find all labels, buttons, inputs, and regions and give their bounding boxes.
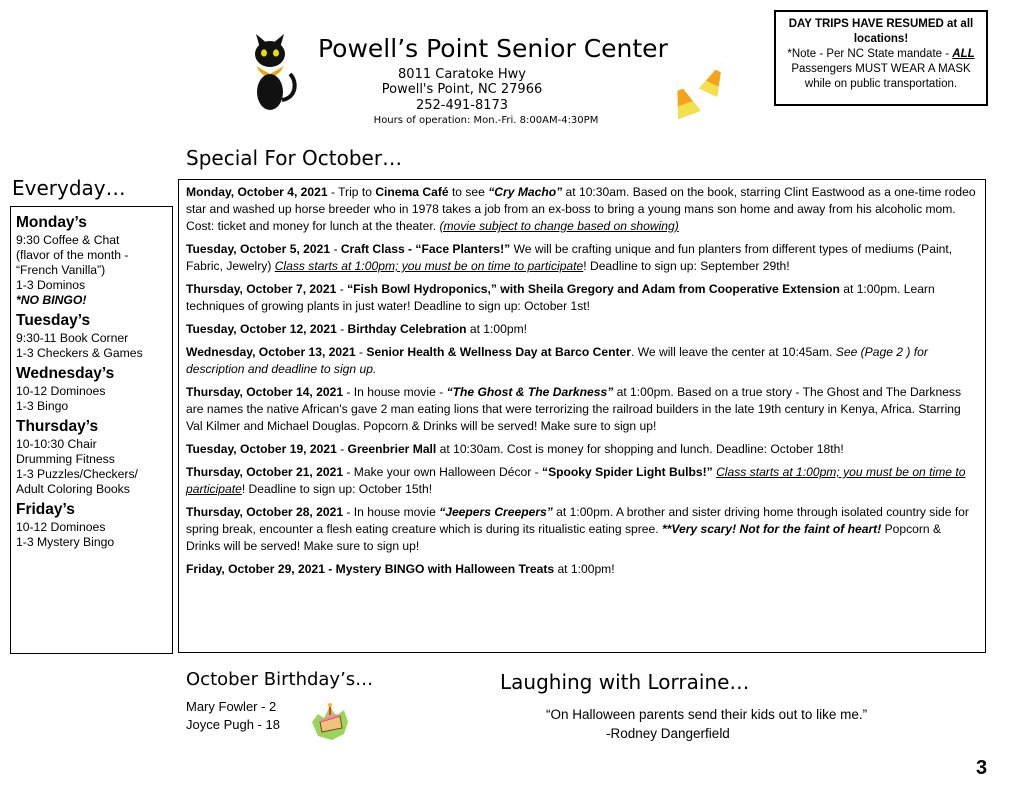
center-title: Powell’s Point Senior Center: [318, 34, 668, 63]
day-activity: 10-10:30 Chair: [16, 437, 97, 451]
birthday-entry: Joyce Pugh - 18: [186, 717, 280, 732]
event-note: (movie subject to change based on showing): [439, 219, 679, 233]
event-separator: -: [355, 345, 367, 359]
event-name: Senior Health & Wellness Day at Barco Center: [366, 345, 631, 359]
event-entry: [186, 464, 978, 498]
event-separator: -: [330, 242, 341, 256]
event-movie-title: “Cry Macho”: [488, 185, 563, 199]
hours-of-operation: Hours of operation: Mon.-Fri. 8:00AM-4:30PM: [373, 115, 599, 126]
day-activity: 10-12 Dominoes: [16, 384, 106, 398]
event-description: at 1:00pm!: [554, 562, 615, 576]
event-entry: [186, 384, 978, 435]
event-description: . We will leave the center at 10:45am.: [630, 345, 836, 359]
event-entry: [186, 281, 978, 315]
birthday-cake-icon: [310, 700, 352, 742]
event-entry: [186, 441, 978, 458]
event-separator: -: [336, 442, 348, 456]
event-warning: **Very scary! Not for the faint of heart!: [661, 522, 882, 536]
day-activity: 9:30-11 Book Corner: [16, 331, 129, 345]
day-block: [16, 502, 167, 550]
quote-author: -Rodney Dangerfield: [606, 726, 730, 741]
day-name: Friday’s: [16, 501, 75, 518]
birthdays-heading: October Birthday’s…: [186, 669, 374, 690]
day-block: [16, 215, 167, 308]
day-activity: Adult Coloring Books: [16, 482, 130, 496]
day-activity: 1-3 Puzzles/Checkers/: [16, 467, 138, 481]
event-entry: [186, 241, 978, 275]
event-movie-title: “Jeepers Creepers”: [439, 505, 553, 519]
day-name: Thursday’s: [16, 418, 99, 435]
event-separator: - Make your own Halloween Décor -: [343, 465, 543, 479]
event-text: Popcorn & Drinks will be served! Make sure to sign up!: [186, 522, 942, 553]
event-description: at 1:00pm. A brother and sister driving home through isolated country side for spring break, encounter a flesh eating creature which is during its ritualistic eating spree.: [186, 505, 969, 536]
event-date: Friday, October 29, 2021 - Mystery BINGO with Halloween Treats: [186, 562, 555, 576]
event-text: ! Deadline to sign up: October 15th!: [241, 482, 433, 496]
notice-body-post: Passengers MUST WEAR A MASK while on public transportation.: [791, 63, 971, 90]
event-note: Class starts at 1:00pm; you must be on time to participate: [274, 259, 584, 273]
special-for-october-heading: Special For October…: [186, 146, 403, 170]
day-activity: Drumming Fitness: [16, 452, 115, 466]
notice-all: ALL: [952, 48, 975, 60]
event-place: Cinema Café: [375, 185, 449, 199]
day-activity: 9:30 Coffee & Chat: [16, 233, 120, 247]
event-separator: -: [336, 322, 348, 336]
event-description: at 10:30am. Cost is money for shopping and lunch. Deadline: October 18th!: [436, 442, 844, 456]
event-separator: -: [336, 282, 348, 296]
event-name: “Fish Bowl Hydroponics,” with Sheila Gregory and Adam from Cooperative Extension: [347, 282, 840, 296]
day-activity: 1-3 Dominos: [16, 278, 86, 292]
event-date: Thursday, October 7, 2021: [186, 282, 337, 296]
event-name: Birthday Celebration: [347, 322, 467, 336]
everyday-schedule: [10, 206, 173, 654]
day-name: Tuesday’s: [16, 312, 91, 329]
day-activity: 1-3 Bingo: [16, 399, 69, 413]
day-activity: 10-12 Dominoes: [16, 520, 106, 534]
event-note: Class starts at 1:00pm; you must be on time to participate: [186, 465, 966, 496]
day-activity: 1-3 Mystery Bingo: [16, 535, 115, 549]
day-block: [16, 313, 167, 361]
event-date: Tuesday, October 19, 2021: [186, 442, 337, 456]
everyday-heading: Everyday…: [12, 176, 126, 200]
event-entry: [186, 344, 978, 378]
event-date: Monday, October 4, 2021: [186, 185, 328, 199]
laughing-with-lorraine-heading: Laughing with Lorraine…: [500, 670, 750, 694]
day-name: Wednesday’s: [16, 365, 115, 382]
event-name: Greenbrier Mall: [347, 442, 437, 456]
event-name: Craft Class - “Face Planters!”: [340, 242, 511, 256]
event-date: Thursday, October 14, 2021: [186, 385, 344, 399]
day-activity: “French Vanilla”): [16, 263, 106, 277]
event-entry: [186, 321, 978, 338]
day-activity: (flavor of the month -: [16, 248, 129, 262]
day-trips-notice: [774, 10, 988, 106]
notice-body-pre: *Note - Per NC State mandate -: [787, 48, 953, 60]
event-entry: [186, 561, 978, 578]
event-separator: - In house movie -: [343, 385, 447, 399]
day-block: [16, 419, 167, 497]
page-number: 3: [976, 757, 988, 779]
event-date: Thursday, October 28, 2021: [186, 505, 344, 519]
october-events-list: [178, 179, 986, 653]
notice-headline: DAY TRIPS HAVE RESUMED at all locations!: [788, 18, 974, 45]
event-description: at 10:30am. Based on the book, starring Clint Eastwood as a one-time rodeo star and washed up horse breeder who in 1978 takes a job from an ex-boss to bring a young mans son home and away from his alcoholic mom. Cost: ticket and money for lunch at the theater.: [186, 185, 976, 233]
event-note: See (Page 2 ) for description and deadline to sign up.: [186, 345, 928, 376]
day-block: [16, 366, 167, 414]
event-movie-title: “The Ghost & The Darkness”: [446, 385, 614, 399]
halloween-quote: “On Halloween parents send their kids out to like me.”: [546, 707, 868, 722]
phone-number: 252-491-8173: [415, 98, 509, 113]
event-text: ! Deadline to sign up: September 29th!: [583, 259, 790, 273]
candy-corn-icon: [664, 50, 734, 120]
event-entry: [186, 504, 978, 555]
event-description: at 1:00pm. Based on a true story - The Ghost and The Darkness are names the native African's gave 2 man eating lions that were terrorizing the railroad builders in the late 19th century in Kenya, Africa. Starring Val Kilmer and Michael Douglas. Popcorn & Drinks will be served! Make sure to sign up!: [186, 385, 962, 433]
birthday-entry: Mary Fowler - 2: [186, 699, 277, 714]
event-description: at 1:00pm. Learn techniques of growing plants in just water! Deadline to sign up: October 1st!: [186, 282, 935, 313]
black-cat-icon: [244, 28, 300, 112]
event-description: We will be crafting unique and fun planters from different types of mediums (Paint, Fabric, Jewelry): [186, 242, 953, 273]
event-entry: [186, 184, 978, 235]
event-description: at 1:00pm!: [466, 322, 528, 336]
event-separator: - Trip to: [327, 185, 376, 199]
event-date: Thursday, October 21, 2021: [186, 465, 344, 479]
notice-body: [782, 47, 980, 92]
event-separator: - In house movie: [343, 505, 440, 519]
address-street: 8011 Caratoke Hwy: [398, 67, 526, 82]
day-activity: 1-3 Checkers & Games: [16, 346, 143, 360]
day-name: Monday’s: [16, 214, 87, 231]
event-date: Tuesday, October 12, 2021: [186, 322, 337, 336]
address-city: Powell's Point, NC 27966: [381, 82, 543, 97]
event-text: to see: [448, 185, 489, 199]
event-date: Tuesday, October 5, 2021: [186, 242, 331, 256]
event-date: Wednesday, October 13, 2021: [186, 345, 356, 359]
event-name: “Spooky Spider Light Bulbs!”: [542, 465, 713, 479]
day-note: *NO BINGO!: [16, 293, 87, 307]
